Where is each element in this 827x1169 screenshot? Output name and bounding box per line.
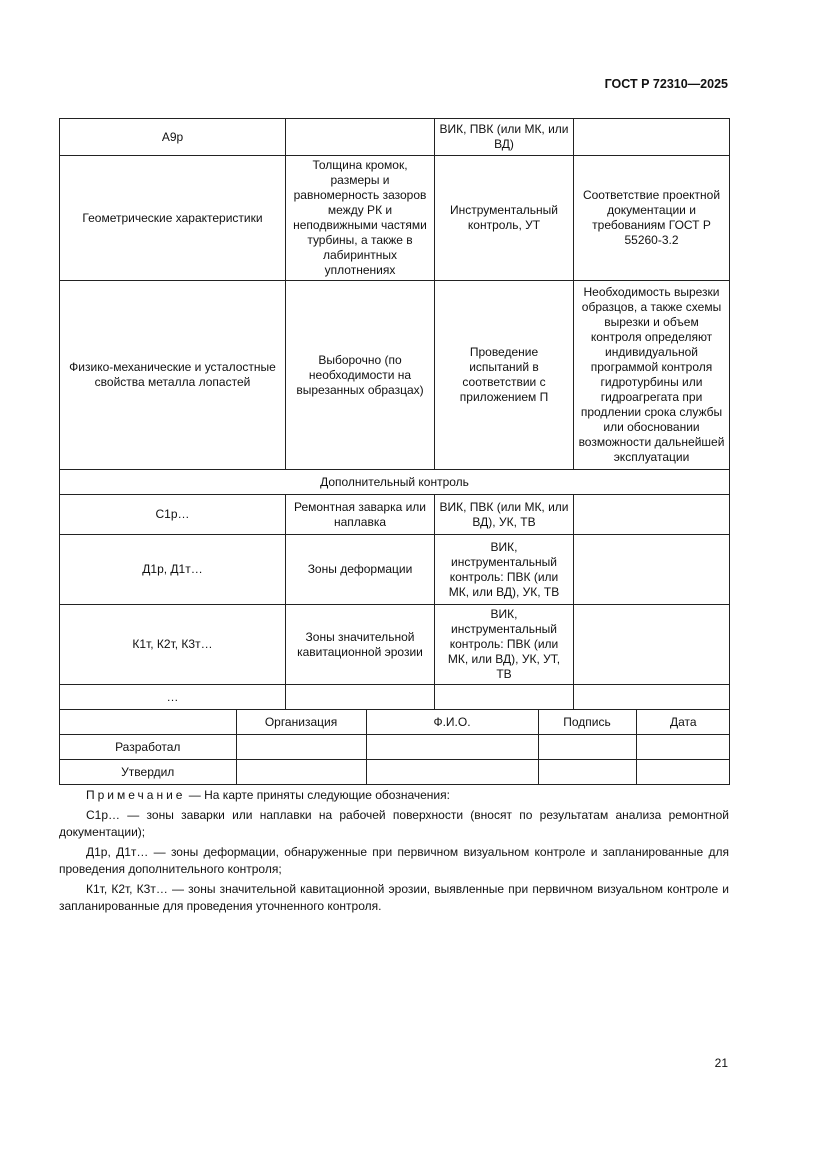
section-row: [60, 470, 730, 495]
table-row: [60, 685, 730, 710]
signature-header-cell: Ф.И.О.: [366, 710, 538, 735]
signature-cell: [636, 735, 730, 760]
table-row: [60, 535, 730, 605]
note-block: [59, 787, 729, 918]
table-cell: [574, 605, 730, 685]
table-row: [60, 605, 730, 685]
table-cell: Физико-механические и усталостные свойства металла лопастей: [60, 281, 286, 470]
table-cell: [574, 119, 730, 156]
table-cell: А9р: [60, 119, 286, 156]
signature-cell: [636, 760, 730, 785]
table-cell: [574, 685, 730, 710]
note-intro-text: — На карте приняты следующие обозначения:: [185, 788, 450, 802]
signature-cell: [366, 735, 538, 760]
table-cell: [286, 685, 435, 710]
table-cell: [435, 685, 574, 710]
note-item: С1р… — зоны заварки или наплавки на рабочей поверхности (вносят по результатам анализа ремонтной документации);: [59, 808, 729, 839]
section-title: Дополнительный контроль: [60, 470, 730, 495]
table-cell: Геометрические характеристики: [60, 156, 286, 281]
signature-cell: [538, 760, 636, 785]
table-cell: [286, 119, 435, 156]
table-cell: Выборочно (по необходимости на вырезанных образцах): [286, 281, 435, 470]
signature-cell: [236, 735, 366, 760]
signature-block: [60, 710, 730, 785]
signature-header-cell: Дата: [636, 710, 730, 735]
table-cell: Д1р, Д1т…: [60, 535, 286, 605]
table-cell: Проведение испытаний в соответствии с приложением П: [435, 281, 574, 470]
table-cell: Ремонтная заварка или наплавка: [286, 495, 435, 535]
table-cell: …: [60, 685, 286, 710]
table-cell: К1т, К2т, К3т…: [60, 605, 286, 685]
table-cell: Инструментальный контроль, УТ: [435, 156, 574, 281]
note-label: Примечание: [86, 788, 186, 802]
table-cell: Зоны деформации: [286, 535, 435, 605]
table-cell: Соответствие проектной документации и требованиям ГОСТ Р 55260-3.2: [574, 156, 730, 281]
note-item: Д1р, Д1т… — зоны деформации, обнаруженные при первичном визуальном контроле и запланированные для проведения дополнительного контроля;: [59, 845, 729, 876]
note-item: К1т, К2т, К3т… — зоны значительной кавитационной эрозии, выявленные при первичном визуальном контроле и запланированные для проведения уточненного контроля.: [59, 882, 729, 913]
table-row: [60, 119, 730, 156]
signature-cell: [236, 760, 366, 785]
table-row: [60, 281, 730, 470]
signature-table: [60, 710, 730, 784]
table-cell: ВИК, инструментальный контроль: ПВК (или МК, или ВД), УК, ТВ: [435, 535, 574, 605]
signature-header-cell: Подпись: [538, 710, 636, 735]
document-code: ГОСТ Р 72310—2025: [604, 77, 728, 91]
table-cell: С1р…: [60, 495, 286, 535]
note-intro: [59, 787, 729, 804]
signature-header-row: [60, 710, 730, 735]
table-cell: Зоны значительной кавитационной эрозии: [286, 605, 435, 685]
signature-header-cell: [60, 710, 236, 735]
table-row: [60, 495, 730, 535]
signature-cell: [366, 760, 538, 785]
table-cell: ВИК, инструментальный контроль: ПВК (или МК, или ВД), УК, УТ, ТВ: [435, 605, 574, 685]
signature-row: [60, 735, 730, 760]
signature-cell: [538, 735, 636, 760]
signature-header-cell: Организация: [236, 710, 366, 735]
table-cell: [574, 495, 730, 535]
table-cell: ВИК, ПВК (или МК, или ВД): [435, 119, 574, 156]
table-cell: [574, 535, 730, 605]
table-cell: Толщина кромок, размеры и равномерность зазоров между РК и неподвижными частями турбины, а также в лабиринтных уплотнениях: [286, 156, 435, 281]
table-cell: ВИК, ПВК (или МК, или ВД), УК, ТВ: [435, 495, 574, 535]
signature-role: Утвердил: [60, 760, 236, 785]
signature-role: Разработал: [60, 735, 236, 760]
signature-block-row: [60, 710, 730, 785]
page-number: 21: [714, 1056, 728, 1070]
table-cell: Необходимость вырезки образцов, а также схемы вырезки и объем контроля определяют индивидуальной программой контроля гидротурбины или гидроагрегата при продлении срока службы или обосновании возможности дальнейшей эксплуатации: [574, 281, 730, 470]
control-map-table: [59, 118, 730, 785]
signature-row: [60, 760, 730, 785]
table-row: [60, 156, 730, 281]
